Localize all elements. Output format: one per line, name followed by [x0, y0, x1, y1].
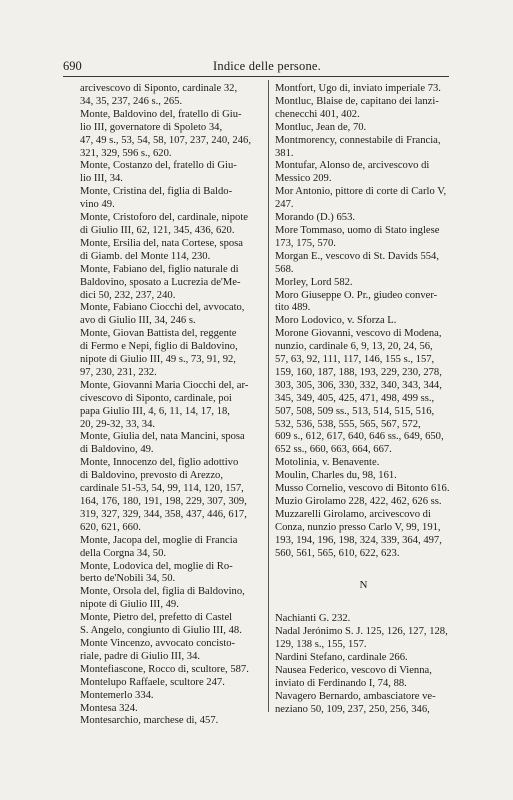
index-entry-line: Montmorency, connestabile di Francia, [275, 134, 441, 146]
index-entry-line: 321, 329, 596 s., 620. [80, 147, 172, 159]
index-entry-line: Monte, Cristoforo del, cardinale, nipote [80, 212, 248, 224]
index-entry-line: Monte, Innocenzo del, figlio adottivo [80, 457, 239, 469]
index-entry [275, 457, 453, 470]
index-entry-line: 652 ss., 660, 663, 664, 667. [275, 444, 392, 456]
index-entry [80, 638, 262, 664]
index-entry-line: Montesarchio, marchese di, 457. [80, 715, 219, 727]
index-entry-line: Monte, Fabiano del, figlio naturale di [80, 263, 239, 275]
index-entry [80, 302, 262, 328]
index-entry-line: Monte, Giovanni Maria Ciocchi del, ar- [80, 379, 249, 391]
index-entry-line: Baldovino, sposato a Lucrezia de'Me- [80, 276, 241, 288]
index-entry [80, 612, 262, 638]
index-entry [80, 380, 262, 432]
index-entry [275, 186, 453, 212]
right-column [275, 83, 453, 717]
index-entry-line: dici 50, 232, 237, 240. [80, 289, 176, 301]
index-entry [80, 457, 262, 534]
index-entry-line: S. Angelo, congiunto di Giulio III, 48. [80, 625, 242, 637]
index-entry-line: berto de'Nobili 34, 50. [80, 573, 176, 585]
index-entry-line: inviato di Ferdinando I, 74, 88. [275, 677, 407, 689]
index-entry [275, 251, 453, 277]
index-entry-line: Motolinia, v. Benavente. [275, 457, 380, 469]
index-entry [80, 703, 262, 716]
index-entry-line: Monte, Pietro del, prefetto di Castel [80, 612, 233, 624]
index-entry-line: Montefiascone, Rocco di, scultore, 587. [80, 663, 249, 675]
index-entry [80, 83, 262, 109]
index-entry-line: Montelupo Raffaele, scultore 247. [80, 676, 225, 688]
running-header [63, 59, 449, 75]
index-entry-line: 319, 327, 329, 344, 358, 437, 446, 617, [80, 508, 247, 520]
index-entry-line: Morando (D.) 653. [275, 212, 356, 224]
index-entry-line: 193, 194, 196, 198, 324, 339, 364, 497, [275, 534, 442, 546]
index-entry-line: 507, 508, 509 ss., 513, 514, 515, 516, [275, 405, 435, 417]
page-number: 690 [63, 59, 82, 73]
index-entry-line: Moro Lodovico, v. Sforza L. [275, 315, 397, 327]
index-entry-line: di Fermo e Nepi, figlio di Baldovino, [80, 341, 238, 353]
index-entry-line: Messico 209. [275, 173, 332, 185]
index-entry [80, 212, 262, 238]
index-entry [275, 135, 453, 161]
index-entry [275, 483, 453, 496]
section-letter: N [359, 578, 369, 591]
index-entry-line: vino 49. [80, 199, 115, 211]
index-entry-line: 20, 29-32, 33, 34. [80, 418, 156, 430]
index-entry-line: 609 s., 612, 617, 640, 646 ss., 649, 650, [275, 431, 444, 443]
index-entry-line: tito 489. [275, 302, 311, 314]
index-entry-line: cardinale 51-53, 54, 99, 114, 120, 157, [80, 483, 244, 495]
index-entry [80, 677, 262, 690]
index-entry-line: Monte, Fabiano Ciocchi del, avvocato, [80, 302, 245, 314]
index-entry [275, 509, 453, 561]
index-entry-line: avo di Giulio III, 34, 246 s. [80, 315, 196, 327]
index-entry [275, 691, 453, 717]
index-entry-line: di Giulio III, 62, 121, 345, 436, 620. [80, 224, 235, 236]
index-entry-line: arcivescovo di Siponto, cardinale 32, [80, 83, 238, 94]
index-entry-line: riale, padre di Giulio III, 34. [80, 650, 201, 662]
index-entry-line: Nardini Stefano, cardinale 266. [275, 652, 408, 664]
index-entry-line: chenecchi 401, 402. [275, 108, 360, 120]
index-entry [275, 315, 453, 328]
index-entry-line: Morley, Lord 582. [275, 276, 353, 288]
index-entry [275, 665, 453, 691]
index-entry [80, 238, 262, 264]
index-entry-line: nunzio, cardinale 6, 9, 13, 20, 24, 56, [275, 341, 433, 353]
index-entry [80, 109, 262, 161]
index-entry [80, 586, 262, 612]
index-entry-line: Conza, nunzio presso Carlo V, 99, 191, [275, 521, 441, 533]
index-entry [80, 328, 262, 380]
index-entry-line: nipote di Giulio III, 49. [80, 599, 179, 611]
index-entry-line: 159, 160, 187, 188, 193, 229, 230, 278, [275, 366, 442, 378]
index-entry [80, 561, 262, 587]
index-entry-line: 97, 230, 231, 232. [80, 366, 157, 378]
index-entry [80, 690, 262, 703]
index-entry-line: della Corgna 34, 50. [80, 547, 167, 559]
index-entry [275, 212, 453, 225]
index-entry-line: di Baldovino, 49. [80, 444, 154, 456]
index-entry-line: 532, 536, 538, 555, 565, 567, 572, [275, 418, 421, 430]
index-entry-line: Montufar, Alonso de, arcivescovo di [275, 160, 430, 172]
index-entry [80, 186, 262, 212]
index-entry-line: Navagero Bernardo, ambasciatore ve- [275, 690, 436, 702]
index-entry-line: Morgan E., vescovo di St. Davids 554, [275, 250, 439, 262]
right-column-entries-m [275, 83, 453, 561]
index-entry-line: Moulin, Charles du, 98, 161. [275, 470, 397, 482]
index-entry [80, 715, 262, 728]
index-entry-line: lio III, 34. [80, 173, 123, 185]
index-entry-line: neziano 50, 109, 237, 250, 256, 346, [275, 703, 430, 715]
index-entry-line: Montluc, Jean de, 70. [275, 121, 367, 133]
column-divider [268, 80, 269, 712]
index-entry-line: di Baldovino, prevosto di Arezzo, [80, 470, 223, 482]
index-entry-line: Mor Antonio, pittore di corte di Carlo V, [275, 186, 447, 198]
index-entry [80, 264, 262, 303]
index-entry [275, 496, 453, 509]
index-entry [275, 613, 453, 626]
index-entry-line: Monte, Orsola del, figlia di Baldovino, [80, 586, 245, 598]
index-entry-line: Monte, Ersilia del, nata Cortese, sposa [80, 237, 243, 249]
index-entry-line: 173, 175, 570. [275, 237, 336, 249]
index-entry-line: 568. [275, 263, 294, 275]
index-entry-line: 47, 49 s., 53, 54, 58, 107, 237, 240, 246, [80, 134, 251, 146]
index-entry-line: Monte, Giulia del, nata Mancini, sposa [80, 431, 245, 443]
right-column-entries-n [275, 613, 453, 716]
index-entry [275, 96, 453, 122]
index-entry-line: 57, 63, 92, 111, 117, 146, 155 s., 157, [275, 354, 435, 366]
index-entry-line: 129, 138 s., 155, 157. [275, 639, 367, 651]
index-entry-line: civescovo di Siponto, cardinale, poi [80, 392, 232, 404]
index-entry [275, 83, 453, 96]
index-entry [80, 535, 262, 561]
index-entry [275, 160, 453, 186]
index-entry-line: 164, 176, 180, 191, 198, 229, 307, 309, [80, 496, 247, 507]
index-entry-line: Musso Cornelio, vescovo di Bitonto 616. [275, 483, 450, 495]
index-entry [275, 470, 453, 483]
index-entry-line: Montesa 324. [80, 702, 138, 714]
index-entry [275, 290, 453, 316]
index-entry-line: 247. [275, 199, 294, 211]
index-entry-line: More Tommaso, uomo di Stato inglese [275, 224, 440, 236]
index-entry-line: 345, 349, 405, 425, 471, 498, 499 ss., [275, 392, 435, 404]
index-entry-line: Nachianti G. 232. [275, 613, 351, 625]
index-entry-line: lio III, governatore di Spoleto 34, [80, 121, 223, 133]
index-entry [275, 626, 453, 652]
index-entry-line: Nausea Federico, vescovo di Vienna, [275, 665, 432, 677]
index-entry-line: Monte, Giovan Battista del, reggente [80, 328, 237, 340]
left-column [80, 83, 262, 728]
header-rule [63, 76, 449, 77]
page-title: Indice delle persone. [213, 59, 321, 73]
index-entry [275, 328, 453, 457]
index-entry-line: 560, 561, 565, 610, 622, 623. [275, 547, 400, 559]
index-entry-line: Monte, Baldovino del, fratello di Giu- [80, 108, 242, 120]
index-entry-line: Monte, Costanzo del, fratello di Giu- [80, 160, 237, 172]
index-entry [275, 277, 453, 290]
index-entry-line: 34, 35, 237, 246 s., 265. [80, 95, 183, 107]
index-entry-line: Monte, Jacopa del, moglie di Francia [80, 534, 238, 546]
index-entry-line: Monte Vincenzo, avvocato concisto- [80, 637, 236, 649]
index-entry-line: Montluc, Blaise de, capitano dei lanzi- [275, 95, 439, 107]
index-entry [80, 160, 262, 186]
index-entry-line: di Giamb. del Monte 114, 230. [80, 250, 211, 262]
index-entry-line: Monte, Cristina del, figlia di Baldo- [80, 186, 233, 198]
index-entry [80, 431, 262, 457]
index-entry [80, 664, 262, 677]
index-entry-line: nipote di Giulio III, 49 s., 73, 91, 92, [80, 354, 236, 366]
index-entry-line: papa Giulio III, 4, 6, 11, 14, 17, 18, [80, 405, 230, 417]
index-entry-line: 620, 621, 660. [80, 521, 141, 533]
index-entry-line: 381. [275, 147, 294, 159]
index-entry-line: Montfort, Ugo di, inviato imperiale 73. [275, 83, 441, 94]
index-entry [275, 652, 453, 665]
index-entry-line: Monte, Lodovica del, moglie di Ro- [80, 560, 233, 572]
index-entry-line: 303, 305, 306, 330, 332, 340, 343, 344, [275, 379, 442, 391]
index-entry-line: Muzio Girolamo 228, 422, 462, 626 ss. [275, 496, 442, 507]
index-entry-line: Nadal Jerónimo S. J. 125, 126, 127, 128, [275, 626, 448, 638]
index-entry-line: Montemerlo 334. [80, 689, 154, 701]
index-entry-line: Muzzarelli Girolamo, arcivescovo di [275, 508, 431, 520]
index-entry-line: Morone Giovanni, vescovo di Modena, [275, 328, 442, 340]
index-entry-line: Moro Giuseppe O. Pr., giudeo conver- [275, 289, 438, 301]
index-entry [275, 225, 453, 251]
index-entry [275, 122, 453, 135]
